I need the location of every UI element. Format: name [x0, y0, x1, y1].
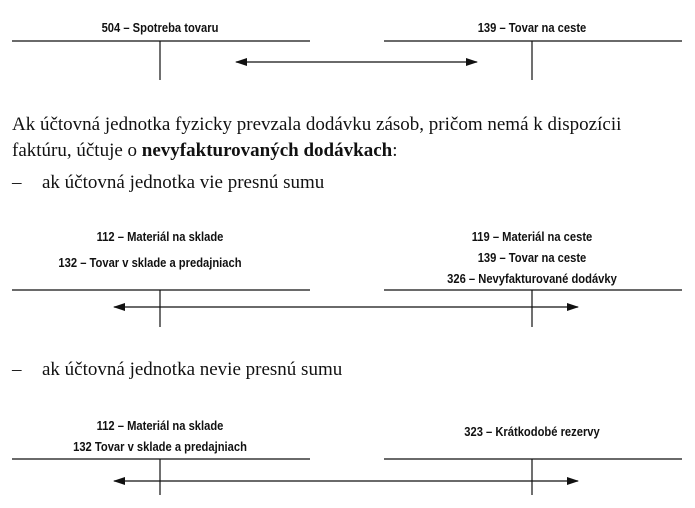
paragraph-line-2-start: faktúru, účtuje o — [12, 140, 142, 161]
case-1-text: ak účtovná jednotka vie presnú sumu — [42, 172, 325, 193]
case-2-text: ak účtovná jednotka nevie presnú sumu — [42, 359, 343, 380]
diagram-2-right-account-2: 139 – Tovar na ceste — [477, 250, 587, 265]
diagram-1-right-account: 139 – Tovar na ceste — [477, 20, 587, 35]
case-2-item — [12, 357, 342, 383]
diagram-3-left-account-2: 132 Tovar v sklade a predajniach — [73, 439, 247, 454]
diagram-2-lines — [12, 290, 682, 327]
paragraph-line-2-end: : — [392, 140, 398, 161]
diagram-2-right-account-3: 326 – Nevyfakturované dodávky — [447, 271, 617, 286]
case-2-dash: – — [12, 359, 22, 380]
case-1-dash: – — [12, 172, 22, 193]
diagram-3-lines — [12, 459, 682, 495]
diagram-2-left-account-1: 112 – Materiál na sklade — [96, 229, 224, 244]
case-1-item — [12, 170, 324, 196]
diagram-3-left-account-1: 112 – Materiál na sklade — [96, 418, 224, 433]
paragraph-line-1: Ak účtovná jednotka fyzicky prevzala dodávku zásob, pričom nemá k dispozícii — [12, 114, 622, 135]
explanation-paragraph — [12, 112, 688, 164]
diagram-3-right-account-1: 323 – Krátkodobé rezervy — [464, 424, 600, 439]
diagram-1-lines — [12, 41, 682, 80]
paragraph-emphasis: nevyfakturovaných dodávkach — [141, 140, 393, 161]
paragraph-line-2 — [12, 138, 688, 164]
diagram-2-right-account-1: 119 – Materiál na ceste — [471, 229, 593, 244]
diagram-2-left-account-2: 132 – Tovar v sklade a predajniach — [58, 255, 242, 270]
diagram-1-left-account: 504 – Spotreba tovaru — [101, 20, 219, 35]
